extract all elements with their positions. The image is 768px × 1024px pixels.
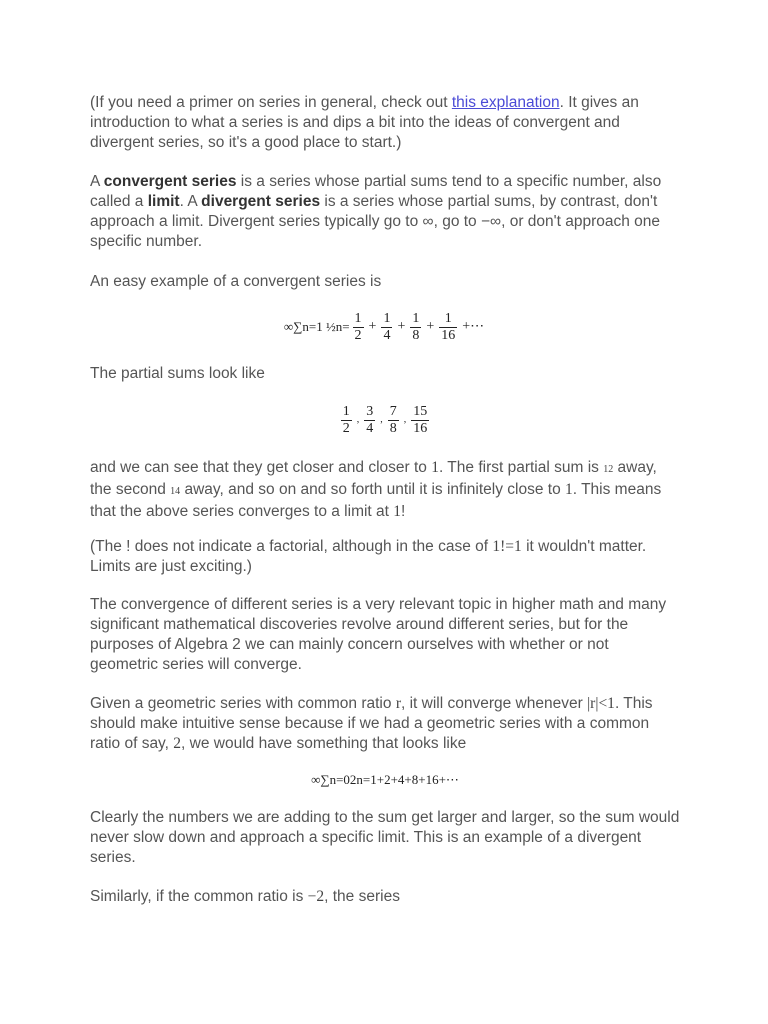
fraction-3: $\frac{1}{8}$ <box>412 310 420 343</box>
primer-paragraph: (If you need a primer on series in general, check out this explanation. It gives an introduction to what a series is and dips a bit into the ideas of convergent and divergent series, so it's a good place to start.) <box>90 94 639 151</box>
factorial-note: (The ! does not indicate a factorial, although in the case of 1!=1 it wouldn't matter. Limits are just exciting.) <box>90 538 647 575</box>
term-divergent-series: divergent series <box>201 193 321 210</box>
closer-paragraph: and we can see that they get closer and closer to 1. The first partial sum is 12 away, the second 14 away, and so on and so forth until it is infinitely close to 1. This means that the above series converges to a limit at 1! <box>90 459 662 520</box>
sum-prefix: ∞∑n=1 ½n= <box>283 319 350 334</box>
partial-sum-4: $\frac{15}{16}$ <box>413 403 428 436</box>
negative-ratio-paragraph: Similarly, if the common ratio is −2, the series <box>90 888 400 905</box>
fraction-2: $\frac{1}{4}$ <box>383 310 391 343</box>
fraction-1: $\frac{1}{2}$ <box>354 310 362 343</box>
fraction-4: $\frac{1}{16}$ <box>441 310 456 343</box>
partial-sums-equation: $\frac{1}{2}$ , $\frac{3}{4}$ , $\frac{7}{8}$ , $\frac{15}{16}$ <box>342 403 428 436</box>
divergent-explanation: Clearly the numbers we are adding to the sum get larger and larger, so the sum would never slow down and approach a specific limit. This is an example of a divergent series. <box>90 809 680 866</box>
partial-sums-intro: The partial sums look like <box>90 365 265 382</box>
geometric-ratio-paragraph: Given a geometric series with common ratio r, it will converge whenever |r|<1. This should make intuitive sense because if we had a geometric series with a common ratio of say, 2, we would have something that looks like <box>90 695 653 752</box>
example-intro: An easy example of a convergent series is <box>90 273 382 290</box>
divergent-series-equation: ∞∑n=02n=1+2+4+8+16+⋯ <box>311 772 459 787</box>
partial-sum-1: $\frac{1}{2}$ <box>342 403 350 436</box>
partial-sum-2: $\frac{3}{4}$ <box>366 403 374 436</box>
definition-paragraph: A convergent series is a series whose partial sums tend to a specific number, also called a limit. A divergent series is a series whose partial sums, by contrast, don't approach a limit. Divergent series typically go to ∞, go to −∞, or don't approach one specific number. <box>90 173 662 250</box>
term-convergent-series: convergent series <box>103 173 237 190</box>
series-equation-half: ∞∑n=1 ½n= $\frac{1}{2}$ + $\frac{1}{4}$ + $\frac{1}{8}$ + $\frac{1}{16}$ +⋯ <box>283 310 485 343</box>
explanation-link[interactable]: this explanation <box>451 94 560 111</box>
convergence-topic-paragraph: The convergence of different series is a very relevant topic in higher math and many significant mathematical discoveries revolve around different series, but for the purposes of Algebra 2 we can mainly concern ourselves with whether or not geometric series will converge. <box>90 596 667 673</box>
partial-sum-3: $\frac{7}{8}$ <box>389 403 397 436</box>
term-limit: limit <box>147 193 180 210</box>
